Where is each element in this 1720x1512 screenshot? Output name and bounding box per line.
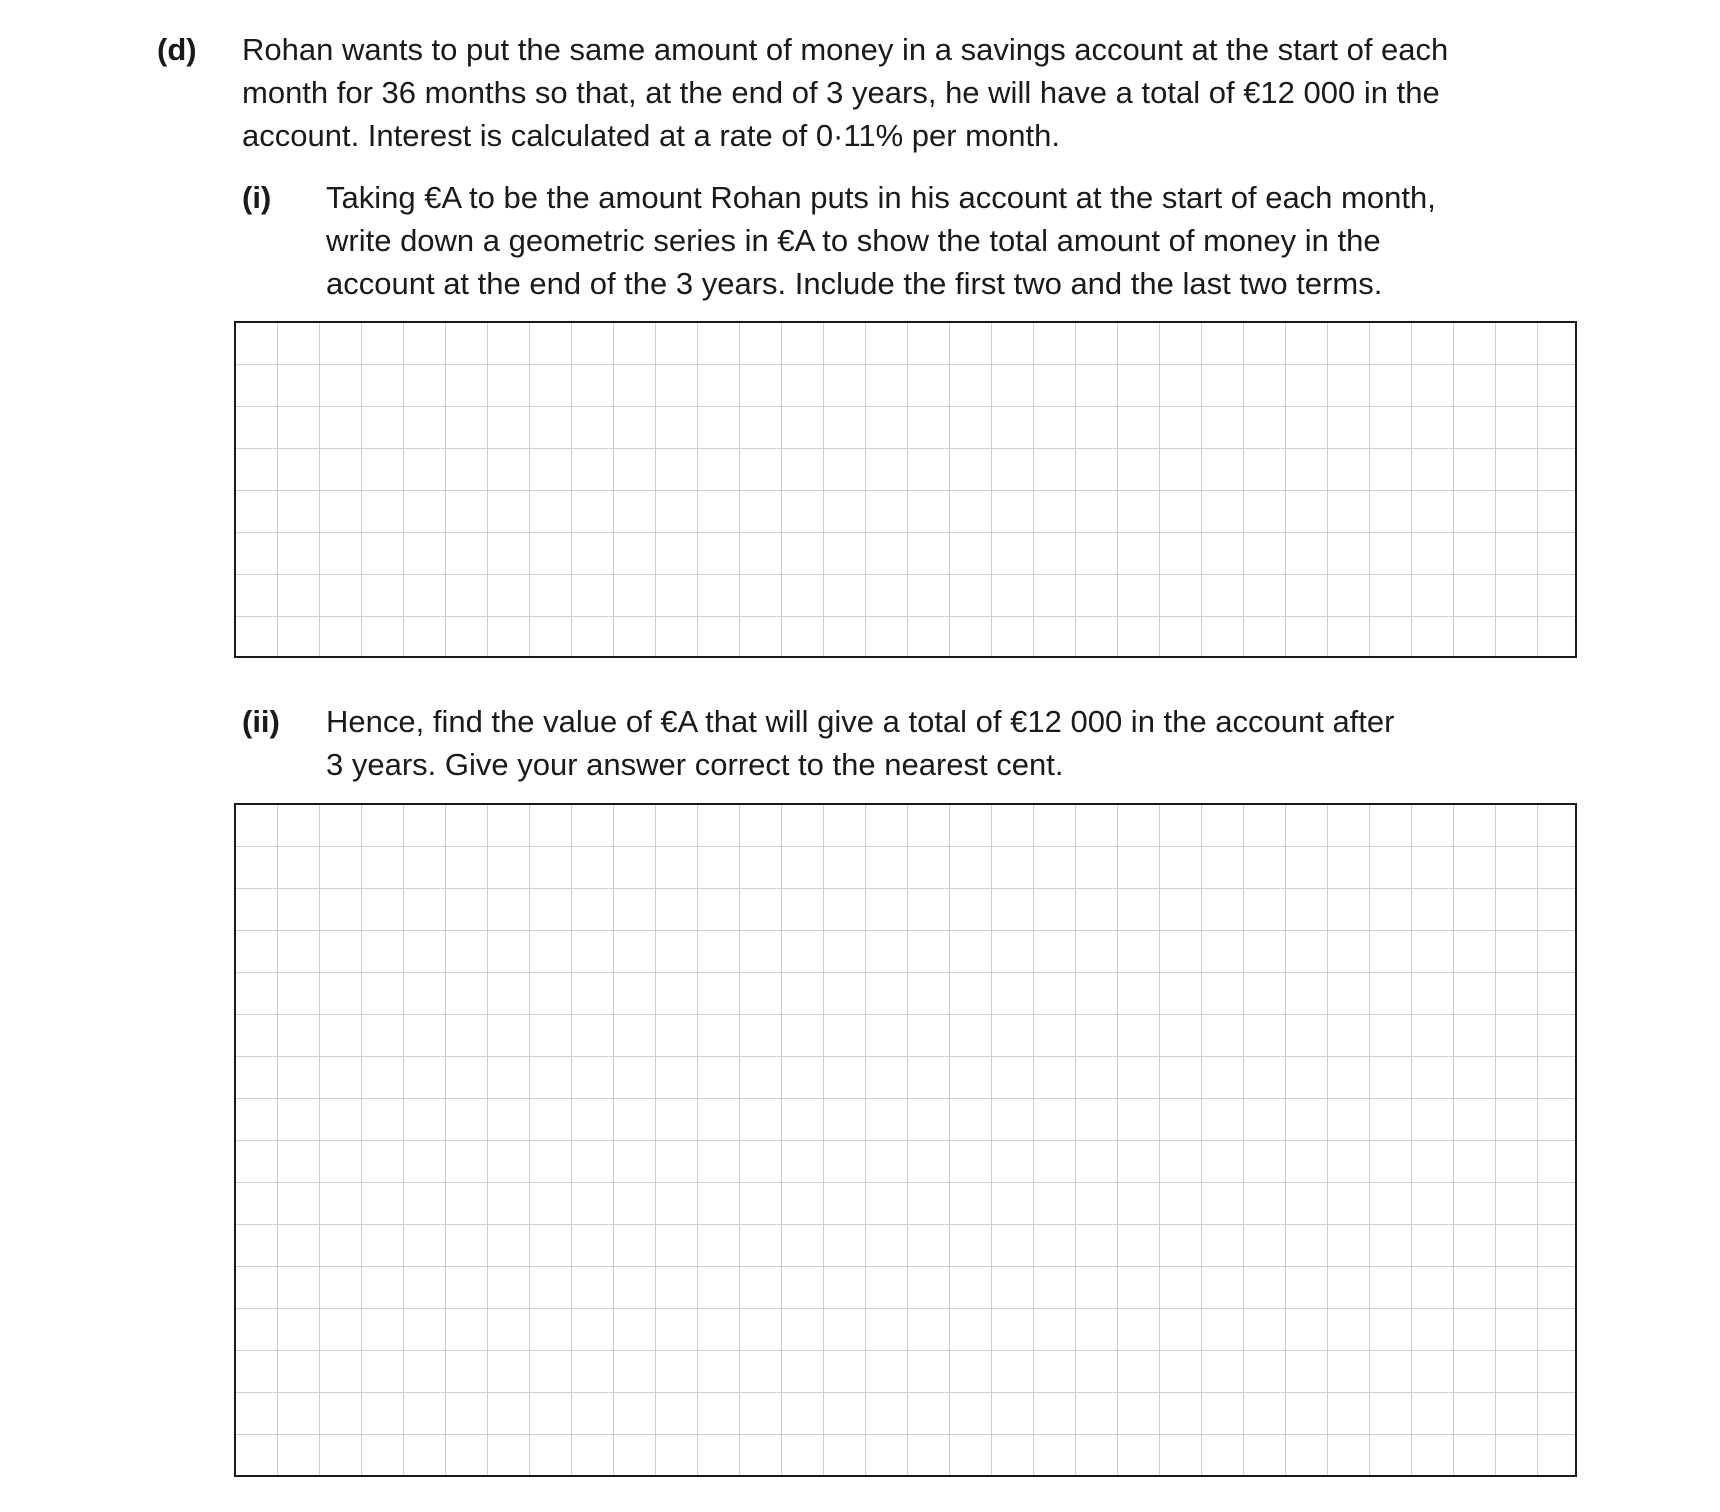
subpart-ii-line-1: Hence, find the value of €A that will give a total of €12 000 in the account after bbox=[326, 704, 1395, 739]
part-label-d: (d) bbox=[157, 32, 197, 67]
subpart-label-i: (i) bbox=[242, 180, 272, 215]
subpart-label-ii: (ii) bbox=[242, 704, 280, 739]
subpart-i-line-1: Taking €A to be the amount Rohan puts in his account at the start of each month, bbox=[326, 180, 1436, 215]
subpart-i-line-3: account at the end of the 3 years. Include the first two and the last two terms. bbox=[326, 266, 1383, 301]
subpart-i-line-2: write down a geometric series in €A to show the total amount of money in the bbox=[326, 223, 1381, 258]
intro-line-2: month for 36 months so that, at the end of 3 years, he will have a total of €12 000 in the bbox=[242, 75, 1440, 110]
subpart-i-text bbox=[326, 176, 1436, 305]
subpart-ii-line-2: 3 years. Give your answer correct to the nearest cent. bbox=[326, 747, 1064, 782]
intro-line-1: Rohan wants to put the same amount of money in a savings account at the start of each bbox=[242, 32, 1449, 67]
answer-box-ii[interactable] bbox=[234, 803, 1577, 1477]
intro-line-3: account. Interest is calculated at a rate of 0·11% per month. bbox=[242, 118, 1060, 153]
answer-box-i[interactable] bbox=[234, 321, 1577, 658]
question-intro bbox=[242, 28, 1448, 157]
subpart-ii-text bbox=[326, 700, 1394, 786]
